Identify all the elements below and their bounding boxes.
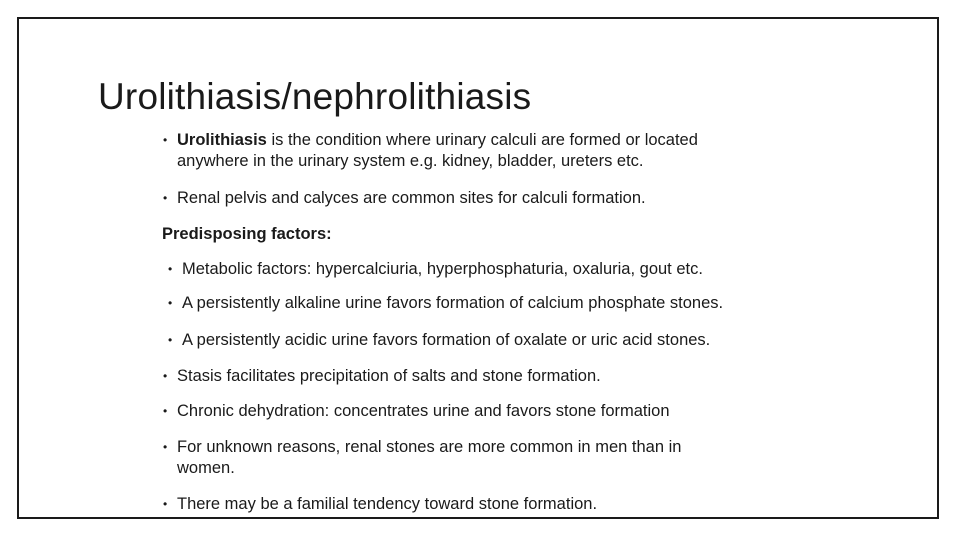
bullet-marker: • — [168, 262, 173, 276]
bullet-familial-tendency — [163, 494, 597, 515]
factor-item-acidic — [168, 330, 710, 351]
bullet-marker: • — [163, 369, 168, 383]
bullet-common-sites — [163, 188, 646, 209]
factor-item-metabolic — [168, 259, 703, 280]
gender-line-1: For unknown reasons, renal stones are more common in men than in — [177, 438, 682, 456]
bullet-marker: • — [163, 133, 168, 147]
bullet-urolithiasis-definition — [163, 130, 698, 151]
common-sites-text: Renal pelvis and calyces are common sites for calculi formation. — [177, 189, 646, 207]
bullet-marker: • — [163, 191, 168, 205]
factor-text: Metabolic factors: hypercalciuria, hyperphosphaturia, oxaluria, gout etc. — [182, 260, 703, 278]
bullet-marker: • — [163, 404, 168, 418]
slide-title: Urolithiasis/nephrolithiasis — [98, 76, 532, 117]
factor-item-dehydration — [163, 401, 670, 422]
definition-line-1: is the condition where urinary calculi are formed or located — [266, 131, 698, 149]
factor-text: A persistently alkaline urine favors formation of calcium phosphate stones. — [182, 294, 724, 312]
factor-item-alkaline — [168, 293, 723, 314]
gender-line-2: women. — [177, 459, 235, 477]
bullet-marker: • — [168, 333, 173, 347]
factor-text: A persistently acidic urine favors formation of oxalate or uric acid stones. — [182, 331, 711, 349]
factor-text: Chronic dehydration: concentrates urine and favors stone formation — [177, 402, 670, 420]
term-urolithiasis: Urolithiasis — [177, 131, 267, 149]
factor-text: Stasis facilitates precipitation of salts and stone formation. — [177, 367, 601, 385]
bullet-marker: • — [163, 440, 168, 454]
predisposing-factors-heading: Predisposing factors: — [162, 225, 332, 243]
bullet-marker: • — [168, 296, 173, 310]
bullet-marker: • — [163, 497, 168, 511]
familial-text: There may be a familial tendency toward stone formation. — [177, 495, 598, 513]
factor-item-stasis — [163, 366, 601, 387]
bullet-gender-difference — [163, 437, 681, 458]
definition-line-2: anywhere in the urinary system e.g. kidney, bladder, ureters etc. — [177, 152, 644, 170]
